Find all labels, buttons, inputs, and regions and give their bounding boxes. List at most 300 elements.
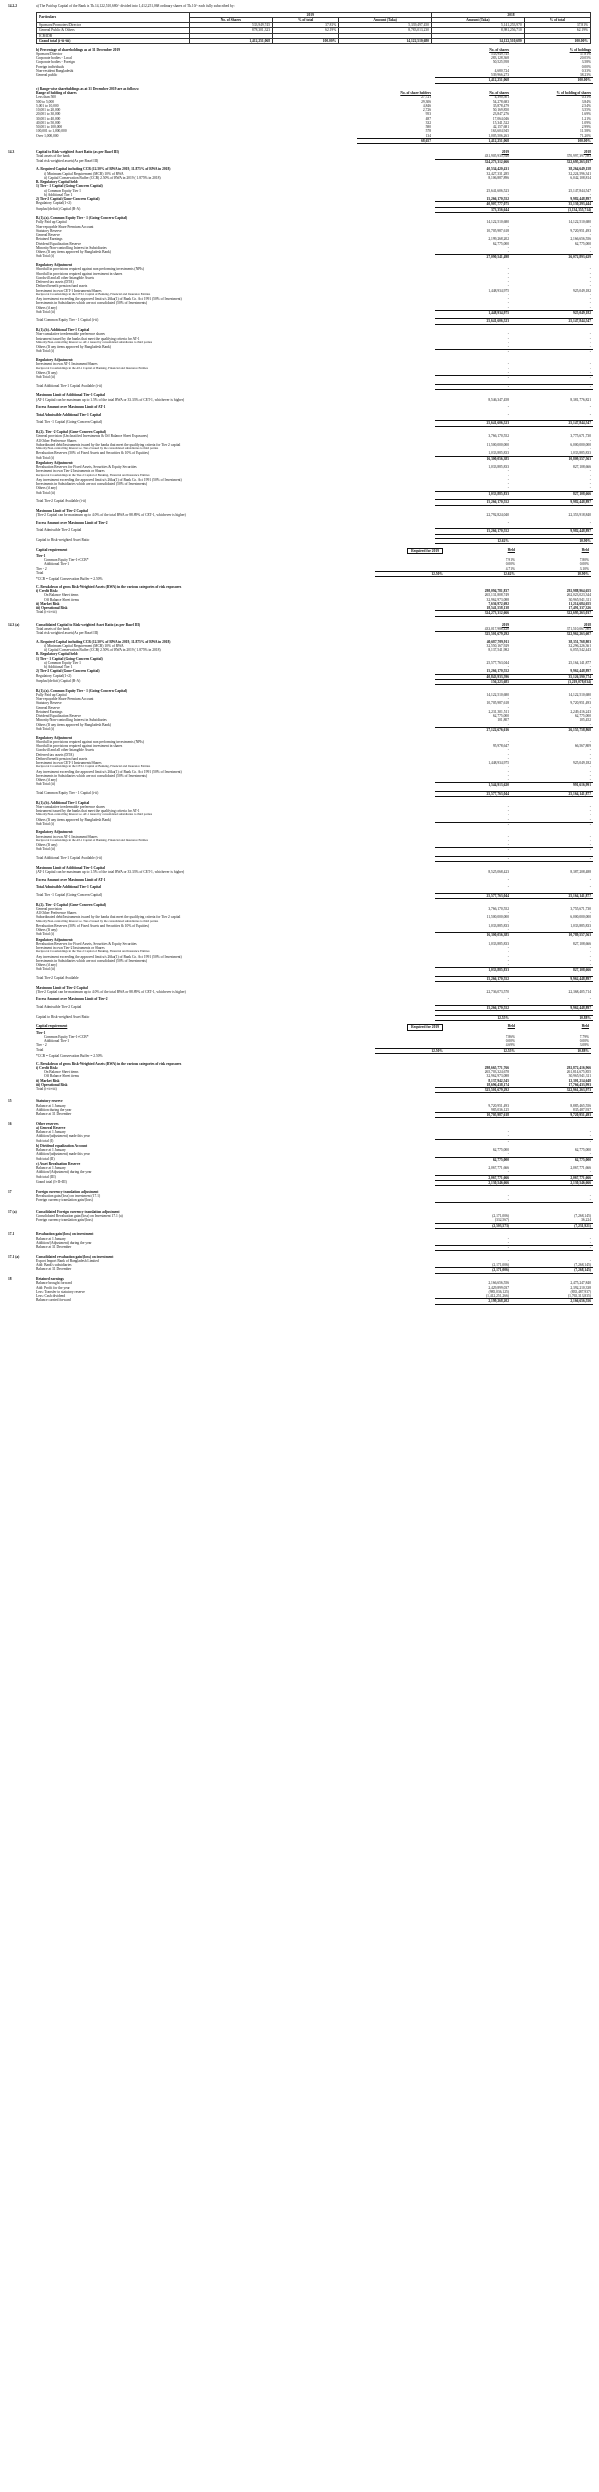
amount-cell: 25,164,141,877 xyxy=(513,893,593,899)
amount-cell: - xyxy=(589,482,591,487)
line-label: Consolidated Foreign currency translation adjustment xyxy=(36,1209,120,1214)
line-label: Reciprocal Crossholdings in the Tier-2 Capital of Banking, Financial and Insurance Entities xyxy=(36,950,150,954)
amount-cell: (3,219,078,034) xyxy=(513,679,593,685)
line-label: Over 1,000,000 xyxy=(36,133,59,138)
line-label: Balance at 31 December xyxy=(36,1245,72,1250)
amount-cell: 62,775,000 xyxy=(435,1157,513,1162)
amount-cell: 30,965,941,311 xyxy=(568,1074,591,1079)
amount-cell: 8,137,541,982 xyxy=(488,648,509,653)
amount-cell: 101,807 xyxy=(497,718,509,723)
line-label: Investment in own AT-1 Instrument/Shares xyxy=(36,362,98,367)
amount-cell: - xyxy=(589,885,591,890)
amount-cell: - xyxy=(589,812,591,817)
amount-cell: - xyxy=(507,284,509,289)
line-label: Sub Total (i) xyxy=(36,349,55,354)
amount-cell: - xyxy=(589,946,591,951)
req-cell: 7.86% xyxy=(505,1034,515,1039)
amount-cell: - xyxy=(507,958,509,963)
line-label: Others (If any) xyxy=(36,843,58,848)
line-label: Balance at 31 December xyxy=(36,1112,72,1117)
amount-cell: 3.55% xyxy=(581,108,591,113)
amount-cell: - xyxy=(589,245,591,250)
amount-cell: - xyxy=(507,954,509,959)
amount-cell: - xyxy=(507,362,509,367)
req-label: Additional Tier-1 xyxy=(44,1039,69,1044)
line-label: Addition/(adjustment) made this year xyxy=(36,1152,90,1157)
amount-cell: - xyxy=(507,756,509,761)
amount-cell: - xyxy=(589,275,591,280)
line-label: Goodwill and all other Intangible Assets xyxy=(36,748,94,753)
amount-cell: 50,525,958 xyxy=(492,60,509,65)
line-label: Defined benefit pension fund assets xyxy=(36,756,88,761)
line-label: Minority/Non-controlling Interest i.e. Tier-2 issued by the consolidated subsidiaries to third parties xyxy=(36,919,159,923)
table-row xyxy=(37,38,591,43)
amount-cell: - xyxy=(589,773,591,778)
line-label: Non-cumulative irredeemable preference shares xyxy=(36,332,105,337)
amount-cell: - xyxy=(589,963,591,968)
amount-cell: - xyxy=(589,769,591,774)
amount-cell: - xyxy=(589,520,591,525)
line-label: Maximum Limit of Tier-2 Capital xyxy=(36,985,88,990)
line-label: Statutory reserve xyxy=(36,1099,63,1104)
line-item xyxy=(6,870,593,874)
line-label: Regulatory Adjustment xyxy=(36,263,73,268)
table-cell: 62.19% xyxy=(524,28,590,33)
line-label: Any investment exceeding the approved limit u/s 26ka(1) of Bank Co. Act 1991 (50% of Investment) xyxy=(36,769,182,774)
line-label: i) Credit Risk: xyxy=(36,589,59,594)
amount-cell: - xyxy=(507,752,509,757)
amount-cell: 2,166,656,556 xyxy=(513,1298,593,1304)
amount-cell: 10.88% xyxy=(513,1015,593,1021)
line-label: Excess Amount over Maximum Limit of AT-1 xyxy=(36,405,106,410)
amount-cell: - xyxy=(589,224,591,229)
amount-cell: 25,577,763,044 xyxy=(486,660,509,665)
amount-cell: - xyxy=(507,1236,509,1241)
note-14-2-2-intro xyxy=(6,4,593,8)
amount-cell: 27,122,676,616 xyxy=(435,727,513,732)
line-label: Sub Total (i) xyxy=(36,932,55,937)
table-cell: 100.00% xyxy=(524,38,590,43)
amount-cell: 16,300,056,385 xyxy=(435,456,513,461)
amount-cell: 18,541,558,138 xyxy=(486,606,509,611)
note-number: 17.1 xyxy=(8,1232,15,1237)
line-label: Less: Transfer to statutory reserve xyxy=(36,1289,85,1294)
amount-cell: 991,616,991 xyxy=(513,782,593,787)
amount-cell: - xyxy=(513,375,593,380)
line-label: Regulatory Capital(1+2) xyxy=(36,201,72,206)
amount-cell: - xyxy=(435,349,513,354)
line-item xyxy=(6,878,593,882)
req-cell: 7.91% xyxy=(505,558,515,563)
amount-cell: 42,157,681 xyxy=(492,125,509,130)
line-label: Balance at 1 January xyxy=(36,1166,66,1171)
section-title: C. Breakdown of gross Risk-Weighted Assets (RWA) in the various categories of risk exposures xyxy=(36,584,182,589)
line-label: Balance at 31 December xyxy=(36,1267,72,1272)
amount-cell: 2,166,656,556 xyxy=(570,237,591,242)
line-label: Non-cumulative irredeemable preference shares xyxy=(36,804,105,809)
ccb-note xyxy=(36,1054,591,1058)
amount-cell: 2,726 xyxy=(422,108,431,113)
amount-cell: - xyxy=(513,1139,593,1144)
amount-cell: 8,137,942,545 xyxy=(488,1078,509,1083)
amount-cell: - xyxy=(507,697,509,702)
line-label: 2) Tier-2 Capital (Gone-Concern Capital) xyxy=(36,197,100,202)
amount-cell: 3,766,170,552 xyxy=(488,434,509,439)
amount-cell: 1,412,251,068 xyxy=(435,138,513,144)
amount-cell: - xyxy=(507,224,509,229)
amount-cell: 2,166,656,556 xyxy=(488,1281,509,1286)
table-cell: 5,339,497,450 xyxy=(339,23,432,28)
line-label: 20,001 to 30,000 xyxy=(36,112,61,117)
line-label: Sponsors/Director xyxy=(36,51,63,56)
line-label: General Reserve xyxy=(36,233,60,238)
amount-cell: - xyxy=(589,778,591,783)
line-label: Excess Amount over Maximum Limit of Tier-2 xyxy=(36,520,108,525)
amount-cell: - xyxy=(507,764,509,769)
amount-cell: - xyxy=(507,280,509,285)
line-label: Regulatory Adjustment xyxy=(36,735,73,740)
amount-cell: 27,090,541,498 xyxy=(435,254,513,259)
amount-cell: - xyxy=(589,405,591,410)
line-label: Sub Total (i) xyxy=(36,821,55,826)
amount-cell: 62,775,000 xyxy=(492,714,509,719)
amount-cell: 18,696,438,174 xyxy=(486,1082,509,1087)
note-number: 17 xyxy=(8,1189,12,1194)
amount-cell: 9,720,951,493 xyxy=(570,228,591,233)
line-label: Sub total (I) xyxy=(36,1138,54,1143)
amount-cell: 10,789,557,563 xyxy=(513,932,593,937)
amount-cell: - xyxy=(507,332,509,337)
col-heading: Held xyxy=(581,1024,589,1029)
amount-cell: 30,965,941,311 xyxy=(568,597,591,602)
col-heading: Capital requirement xyxy=(36,547,68,552)
line-label: Shortfall in provisions required against investment in shares xyxy=(36,271,123,276)
amount-cell: 1,033,885,833 xyxy=(435,491,513,496)
amount-cell: - xyxy=(507,446,509,451)
line-label: Revaluation gain/(loss) on investment (17.1) xyxy=(36,1193,101,1198)
line-label: Others (if any) xyxy=(36,963,58,968)
row-label: Grand total (i+ii+iii) xyxy=(37,38,190,43)
amount-cell: - xyxy=(507,837,509,842)
amount-cell: 332 xyxy=(425,120,431,125)
line-label: B.(1).(a). Common Equity Tier - 1 (Going-Concern Capital) xyxy=(36,688,128,693)
amount-cell: - xyxy=(589,1240,591,1245)
amount-cell: 37.81% xyxy=(579,51,591,56)
amount-cell: - xyxy=(589,1134,591,1139)
table-cell: 5,141,253,970 xyxy=(431,23,524,28)
amount-cell: 11,500,000,000 xyxy=(486,915,509,920)
table-cell: 37.81% xyxy=(273,23,339,28)
amount-cell: 6,055,542,443 xyxy=(570,648,591,653)
line-label: 500 to 5,000 xyxy=(36,99,55,104)
amount-cell: - xyxy=(589,804,591,809)
amount-cell: 265,131,808,749 xyxy=(484,593,509,598)
line-label: B. Regulatory Capital held: xyxy=(36,652,79,657)
line-label: Statutory Reserve xyxy=(36,228,62,233)
amount-cell: 261,814,675,855 xyxy=(566,1070,591,1075)
line-label: Shortfall in provisions required against investment in shares xyxy=(36,744,123,749)
req-cell: 12.50% xyxy=(375,1048,447,1054)
line-label: Deferred tax assets (DTA) xyxy=(36,752,74,757)
line-label: Regulatory Adjustment: xyxy=(36,358,74,363)
amount-cell: - xyxy=(507,233,509,238)
amount-cell: 12,301,214,648 xyxy=(568,1078,591,1083)
section-title: b) Percentage of shareholdings as at 31 December 2019 xyxy=(36,47,121,52)
amount-cell: - xyxy=(507,817,509,822)
amount-cell: - xyxy=(507,336,509,341)
line-label: Total Additional Tier-1 Capital Available (i-ii) xyxy=(36,383,103,388)
line-label: Less: Cash dividend xyxy=(36,1294,66,1299)
amount-cell: 36,224 xyxy=(581,1218,591,1223)
col-heading: Capital requirement xyxy=(36,1024,68,1029)
line-label: c) Asset Revaluation Reserve xyxy=(36,1161,81,1166)
amount-cell: 25,641,606,523 xyxy=(435,318,513,324)
amount-cell: 827,108,666 xyxy=(573,941,591,946)
line-label: Capital to Risk-weighted Asset Ratio xyxy=(36,1014,90,1019)
amount-cell xyxy=(513,1202,593,1203)
amount-cell: 15,266,170,552 xyxy=(435,528,513,534)
amount-cell: 9,962,448,897 xyxy=(513,1005,593,1011)
table-cell: 37.81% xyxy=(524,23,590,28)
line-label: Total Tier-2 Capital Available (i-ii) xyxy=(36,499,87,504)
amount-cell: 827,108,666 xyxy=(513,491,593,496)
amount-cell: (2,171,006) xyxy=(435,1267,513,1273)
amount-cell: 292,988,964,655 xyxy=(566,589,591,594)
amount-cell: - xyxy=(507,438,509,443)
amount-cell: - xyxy=(435,1139,513,1144)
line-item xyxy=(6,521,593,525)
line-label: Goodwill and all other Intangible Assets xyxy=(36,275,94,280)
amount-cell: 40,534,420,431 xyxy=(486,167,509,172)
line-label: Off Balance Sheet items xyxy=(44,1074,79,1079)
amount-cell: - xyxy=(507,482,509,487)
line-label: B.(2). Tier -2 Capital (Gone-Concern Capital) xyxy=(36,430,106,435)
line-label: Revaluation Reserves for Fixed Assets, Securities & Equity Securities xyxy=(36,941,137,946)
line-label: Revaluation gain/(loss) on investment xyxy=(36,1232,94,1237)
line-label: Revaluation Reserves for Fixed Assets, Securities & Equity Securities xyxy=(36,465,137,470)
amount-cell: (2,171,006) xyxy=(492,1263,509,1268)
amount-cell: 9,720,951,493 xyxy=(488,1103,509,1108)
line-label: Maximum Limit of Tier-2 Capital xyxy=(36,508,88,513)
line-label: General Reserve xyxy=(36,705,60,710)
amount-cell: - xyxy=(435,1245,513,1251)
amount-cell: - xyxy=(589,752,591,757)
amount-cell: - xyxy=(507,1134,509,1139)
line-label: Minority/Non-controlling Interest i.e. AT-1 issued by consolidated subsidiaries to third parties xyxy=(36,813,153,817)
amount-cell: 324,273,312,666 xyxy=(435,610,513,616)
line-label: Others (if any) xyxy=(36,486,58,491)
amount-cell: 38,264,649,158 xyxy=(568,167,591,172)
line-label: (AT-1 Capital can be maximum up to 1.5% of the total RWA or 33.33% of CET-1, whichever is higher) xyxy=(36,869,185,874)
amount-cell: 22,736,073,570 xyxy=(486,989,509,994)
amount-cell: 32,550,167,929 xyxy=(486,643,509,648)
amount-cell: 11,500,000,000 xyxy=(486,442,509,447)
amount-cell: 1,033,885,833 xyxy=(435,967,513,972)
line-label: Reciprocal Crossholdings in the CET-1 Capital of Banking, Financial and Insurance Entities xyxy=(36,292,151,296)
amount-cell: 2,249,416,243 xyxy=(570,709,591,714)
req-label: Tier-1 xyxy=(36,553,46,558)
line-label: Addition/(Adjustment) during the year xyxy=(36,1240,92,1245)
amount-cell: 265,703,324,678 xyxy=(484,1070,509,1075)
line-label: 1) Tier - 1 Capital (Going-Concern Capital) xyxy=(36,184,103,189)
amount-cell: - xyxy=(435,384,513,390)
amount-cell: - xyxy=(589,817,591,822)
amount-cell: - xyxy=(507,297,509,302)
note-number: 17 (a) xyxy=(8,1209,17,1214)
line-label: Surplus/(deficit) Capital (B-A) xyxy=(36,678,81,683)
amount-cell: 2,130,546,666 xyxy=(513,1180,593,1186)
line-label: a) Common Equity Tier 1 xyxy=(44,188,81,193)
table-cell: 62.19% xyxy=(273,28,339,33)
line-label: Export Import Bank of Bangladesh Limited xyxy=(36,1258,99,1263)
amount-cell: 134 xyxy=(425,133,431,138)
line-label: Less than 500 xyxy=(36,95,56,100)
amount-cell: - xyxy=(589,469,591,474)
req-cell: 0.00% xyxy=(579,1039,589,1044)
amount-cell: - xyxy=(507,773,509,778)
line-label: Retained Earnings xyxy=(36,709,63,714)
line-label: a) General Reserve xyxy=(36,1125,66,1130)
amount-cell: 1,033,885,833 xyxy=(488,941,509,946)
line-label: Revaluation Reserves (50% of Fixed Assets and Securities & 10% of Equities) xyxy=(36,923,150,928)
amount-cell: 100.00% xyxy=(513,77,593,83)
req-label: Tier - 2 xyxy=(36,1043,47,1048)
req-cell: 7.80% xyxy=(579,558,589,563)
table-cell: 1,412,251,068 xyxy=(189,38,272,43)
line-item xyxy=(6,885,593,889)
col-heading: Held xyxy=(581,547,589,552)
year-heading: 2019 xyxy=(501,150,509,155)
line-item xyxy=(6,1298,593,1304)
amount-cell: - xyxy=(507,267,509,272)
amount-cell: 2,067,771,666 xyxy=(570,1166,591,1171)
line-label: i) Minimum Capital Requirement (MCR) 10% of RWA xyxy=(44,643,124,648)
amount-cell: 4,846 xyxy=(422,103,431,108)
amount-cell: 1,005,506,263 xyxy=(488,133,509,138)
amount-cell: 2,231,301,511 xyxy=(488,709,509,714)
req-label: Total xyxy=(36,1047,44,1052)
amount-cell: 14,122,510,680 xyxy=(568,220,591,225)
amount-cell: 1.09% xyxy=(581,120,591,125)
amount-cell: - xyxy=(507,305,509,310)
amount-cell: 324,273,312,666 xyxy=(435,159,513,164)
amount-cell: 1,448,934,975 xyxy=(435,310,513,315)
amount-cell: - xyxy=(589,722,591,727)
line-label: Investments in Subsidiaries which are not consolidated (50% of Investments) xyxy=(36,482,148,487)
line-label: Total risk weighted assets(As per Basel III) xyxy=(36,631,99,636)
amount-cell: 20.05% xyxy=(579,56,591,61)
line-label: Total Common Equity Tier - 1 Capital (i-ii) xyxy=(36,318,99,323)
line-label: Sub Total (ii) xyxy=(36,309,56,314)
col-amount-2018: Amount (Taka) xyxy=(431,17,524,22)
amount-cell: - xyxy=(589,301,591,306)
amount-cell: 9,720,951,493 xyxy=(513,1112,593,1118)
line-label: B.(1).(b). Additional Tier-1 Capital xyxy=(36,328,90,333)
amount-cell: 2,475,247,840 xyxy=(570,1281,591,1286)
line-label: Retained earnings xyxy=(36,1277,64,1282)
amount-cell: (835,487,937) xyxy=(570,1289,591,1294)
line-label: Subordinated debt/Instruments issued by the banks that meet the qualifying criteria for Tier 2 capital xyxy=(36,442,181,447)
amount-cell: (332,567) xyxy=(494,1218,509,1223)
line-label: iii) Operational Risk xyxy=(36,1082,68,1087)
table-cell: 100.00% xyxy=(273,38,339,43)
line-label: Sub Total (ii) xyxy=(36,490,56,495)
amount-cell: - xyxy=(589,370,591,375)
amount-cell: - xyxy=(507,963,509,968)
line-label: Total Admissible Additional Tier-1 Capital xyxy=(36,412,102,417)
line-label: (Tier-2 Capital can be maximum up to 4.0% of the total RWA or 88.89% of CET-1, whichever is higher) xyxy=(36,989,186,994)
amount-cell: 62,775,000 xyxy=(574,714,591,719)
line-label: Total Admissible Additional Tier-1 Capital xyxy=(36,885,102,890)
amount-cell: - xyxy=(507,918,509,923)
line-item xyxy=(6,990,593,994)
amount-cell: - xyxy=(589,665,591,670)
year-heading: 2018 xyxy=(583,150,591,155)
amount-cell: - xyxy=(589,918,591,923)
amount-cell: 15,266,170,552 xyxy=(486,197,509,202)
amount-cell: - xyxy=(507,722,509,727)
amount-cell: - xyxy=(589,834,591,839)
line-label: Addition/(adjustment) made this year xyxy=(36,1134,90,1139)
amount-cell: - xyxy=(589,305,591,310)
amount-cell: 25,164,141,877 xyxy=(513,791,593,797)
amount-cell: 32,224,596,341 xyxy=(568,171,591,176)
line-label: Addition/(Adjustment) during the year xyxy=(36,1170,92,1175)
line-label: Instrument issued by the banks that meet the qualifying criteria for AT-1 xyxy=(36,336,140,341)
amount-cell: - xyxy=(589,1258,591,1263)
amount-cell: 22,353,918,840 xyxy=(568,513,591,518)
amount-cell: 1,448,934,975 xyxy=(488,288,509,293)
line-label: Non-repayable Share Premium Account xyxy=(36,697,94,702)
amount-cell: (7,268,145) xyxy=(574,1263,591,1268)
amount-cell: 370,997,397,583 xyxy=(566,154,591,159)
line-label: Minority/Non-controlling Interest in Subsidiaries xyxy=(36,718,107,723)
amount-cell: - xyxy=(589,764,591,769)
req-cell: 12.50% xyxy=(375,571,447,577)
line-label: 100,001 to 1,000,000 xyxy=(36,129,67,134)
line-label: Fully Paid up Capital xyxy=(36,692,67,697)
amount-cell: - xyxy=(507,472,509,477)
amount-cell: - xyxy=(507,997,509,1002)
line-label: Any investment exceeding the approved limit u/s 26ka(1) of Bank Co. Act 1991 (50% of Investment) xyxy=(36,297,182,302)
col-heading xyxy=(375,1024,447,1030)
section-title: c) Range-wise shareholdings as at 31 December 2019 are as follows: xyxy=(36,86,140,91)
amount-cell: 325,501,679,292 xyxy=(435,631,513,636)
line-label: Grand total (I+II+III) xyxy=(36,1179,67,1184)
amount-cell: 100.00% xyxy=(513,138,593,144)
line-label: ii) Market Risk xyxy=(36,1078,60,1083)
amount-cell: - xyxy=(507,1240,509,1245)
amount-cell: 925,049,182 xyxy=(513,310,593,315)
req-cell: 12.62% xyxy=(447,571,519,577)
line-label: Fully Paid up Capital xyxy=(36,220,67,225)
line-label: Add: Bank's subsidiaries xyxy=(36,1263,72,1268)
line-label: Reciprocal Crossholdings in the AT-1 Capital of Banking, Financial and Insurance Entities xyxy=(36,366,148,370)
req-cell: 4.71% xyxy=(505,566,515,571)
line-label: Foreign currency translation adjustment xyxy=(36,1189,99,1194)
amount-cell: 7,636,972,692 xyxy=(488,601,509,606)
note-number: 15 xyxy=(8,1099,12,1104)
req-label: Common Equity Tier-1+CCB* xyxy=(44,1034,89,1039)
amount-cell: 9,720,951,493 xyxy=(570,701,591,706)
amount-cell xyxy=(435,1202,513,1203)
amount-cell: 0.00% xyxy=(581,64,591,69)
line-label: Investments in Subsidiaries which are not consolidated (50% of Investments) xyxy=(36,958,148,963)
amount-cell: (7,268,145) xyxy=(513,1267,593,1273)
line-label: Minority/Non-controlling Interest in Subsidiaries xyxy=(36,245,107,250)
line-label: Total Tier -1 Capital (Going-Concern Capital) xyxy=(36,892,103,897)
line-label: Consolidated Revaluation gain/(loss) on Investment 17.1 (a) xyxy=(36,1214,123,1219)
